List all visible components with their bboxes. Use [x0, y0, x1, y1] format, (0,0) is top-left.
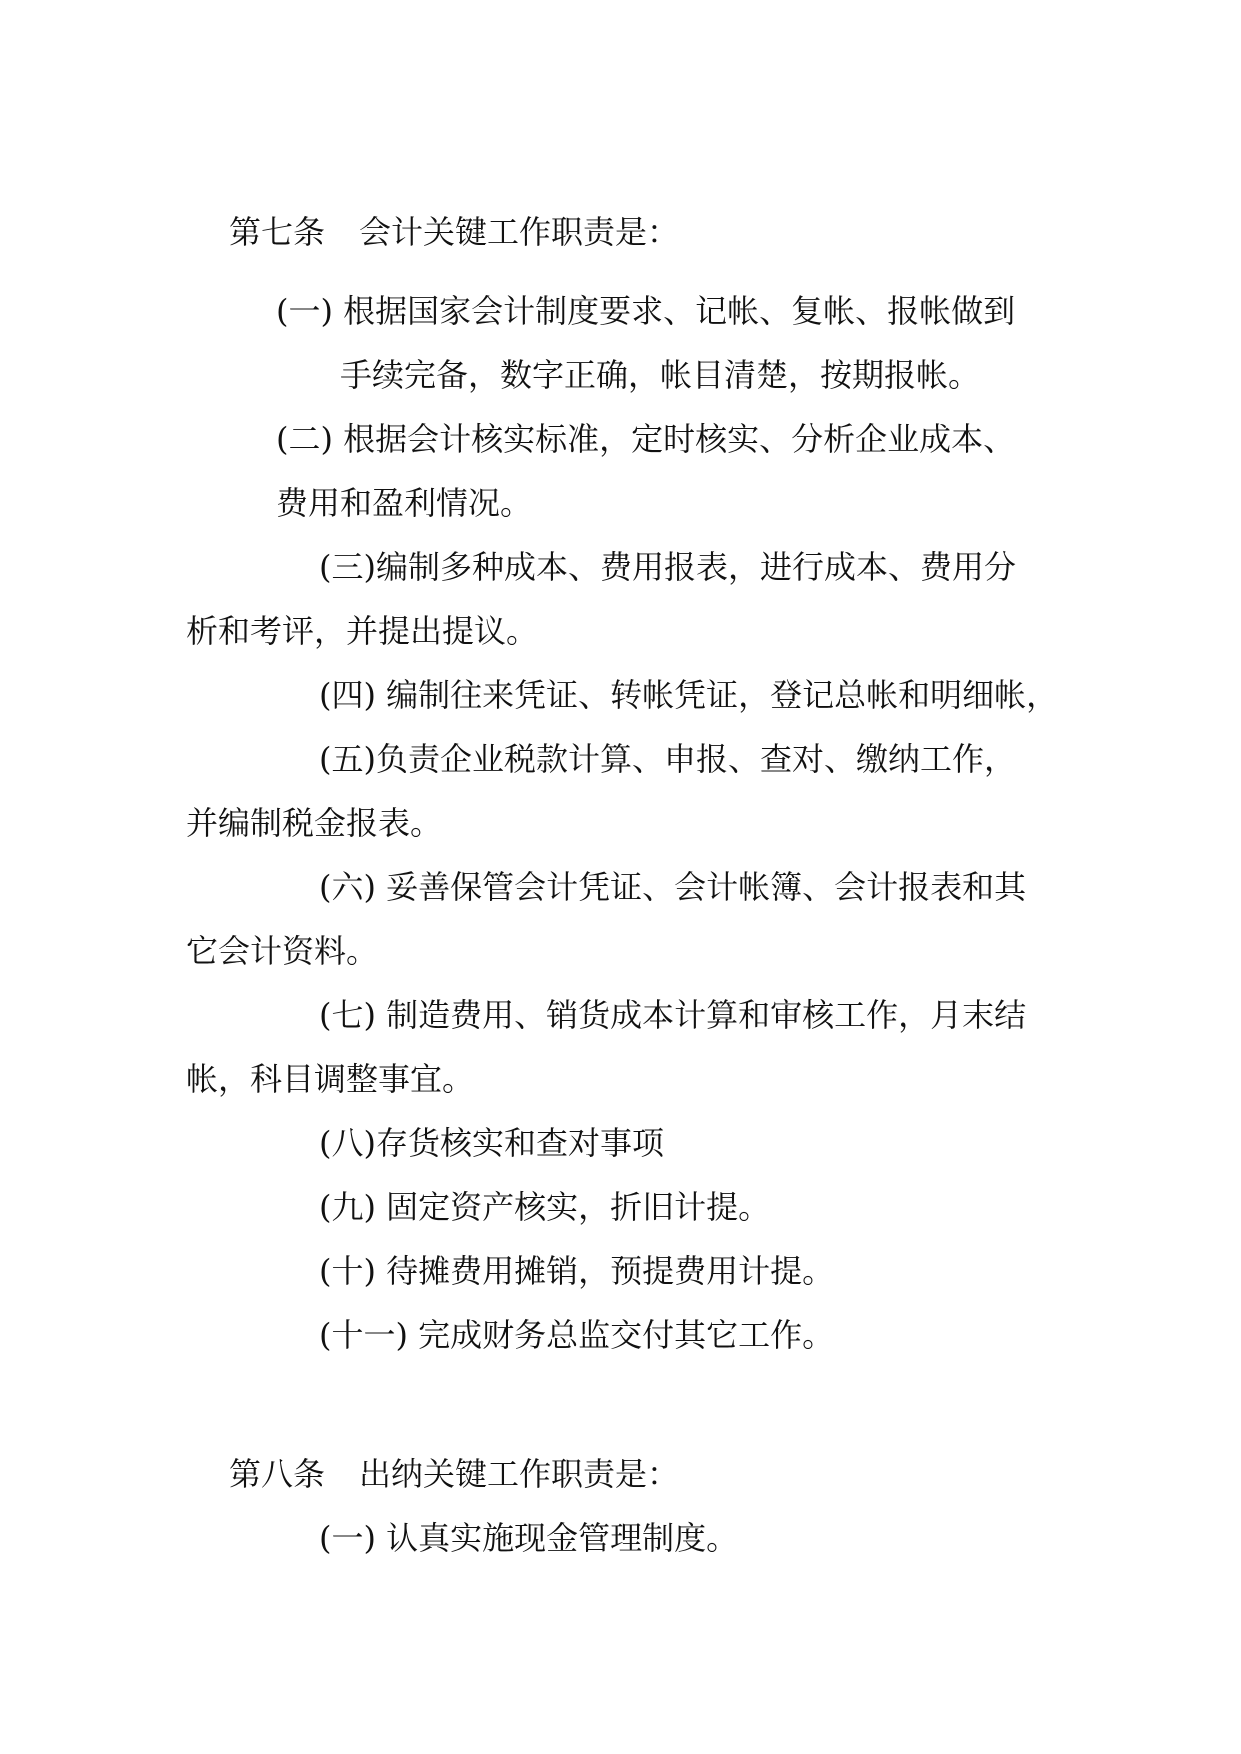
article-7-item-5-line-1: (五)负责企业税款计算、申报、查对、缴纳工作， [319, 740, 1016, 778]
article-8-heading [229, 1454, 679, 1494]
article-7-title: 会计关键工作职责是： [359, 213, 680, 251]
article-7-item-8-line-1: (八)存货核实和查对事项 [319, 1124, 664, 1162]
article-7-heading [229, 212, 679, 252]
article-7-item-5-line-2: 并编制税金报表。 [186, 804, 443, 842]
article-7-item-7-line-1: (七) 制造费用、销货成本计算和审核工作，月末结 [319, 996, 1027, 1034]
article-7-item-6-line-1: (六) 妥善保管会计凭证、会计帐簿、会计报表和其 [319, 868, 1027, 906]
article-7-item-2-line-2: 费用和盈利情况。 [276, 484, 533, 522]
article-8-title: 出纳关键工作职责是： [359, 1455, 680, 1493]
article-7-item-6-line-2: 它会计资料。 [186, 932, 379, 970]
article-8-item-1-line-1: (一) 认真实施现金管理制度。 [319, 1519, 739, 1557]
article-7-item-7-line-2: 帐，科目调整事宜。 [186, 1060, 475, 1098]
article-7-item-3-line-2: 析和考评，并提出提议。 [186, 612, 539, 650]
article-7-item-2-line-1: (二) 根据会计核实标准，定时核实、分析企业成本、 [276, 420, 1016, 458]
article-7-number: 第七条 [229, 213, 326, 251]
article-7-item-1-line-1: (一) 根据国家会计制度要求、记帐、复帐、报帐做到 [276, 292, 1016, 330]
article-7-item-9-line-1: (九) 固定资产核实，折旧计提。 [319, 1188, 771, 1226]
article-7-item-4-line-1: (四) 编制往来凭证、转帐凭证，登记总帐和明细帐， [319, 676, 1059, 714]
article-8-number: 第八条 [229, 1455, 326, 1493]
article-7-item-3-line-1: (三)编制多种成本、费用报表，进行成本、费用分 [319, 548, 1016, 586]
article-7-item-10-line-1: (十) 待摊费用摊销，预提费用计提。 [319, 1252, 835, 1290]
article-7-item-11-line-1: (十一) 完成财务总监交付其它工作。 [319, 1316, 835, 1354]
article-7-item-1-line-2: 手续完备，数字正确，帐目清楚，按期报帐。 [340, 356, 981, 394]
